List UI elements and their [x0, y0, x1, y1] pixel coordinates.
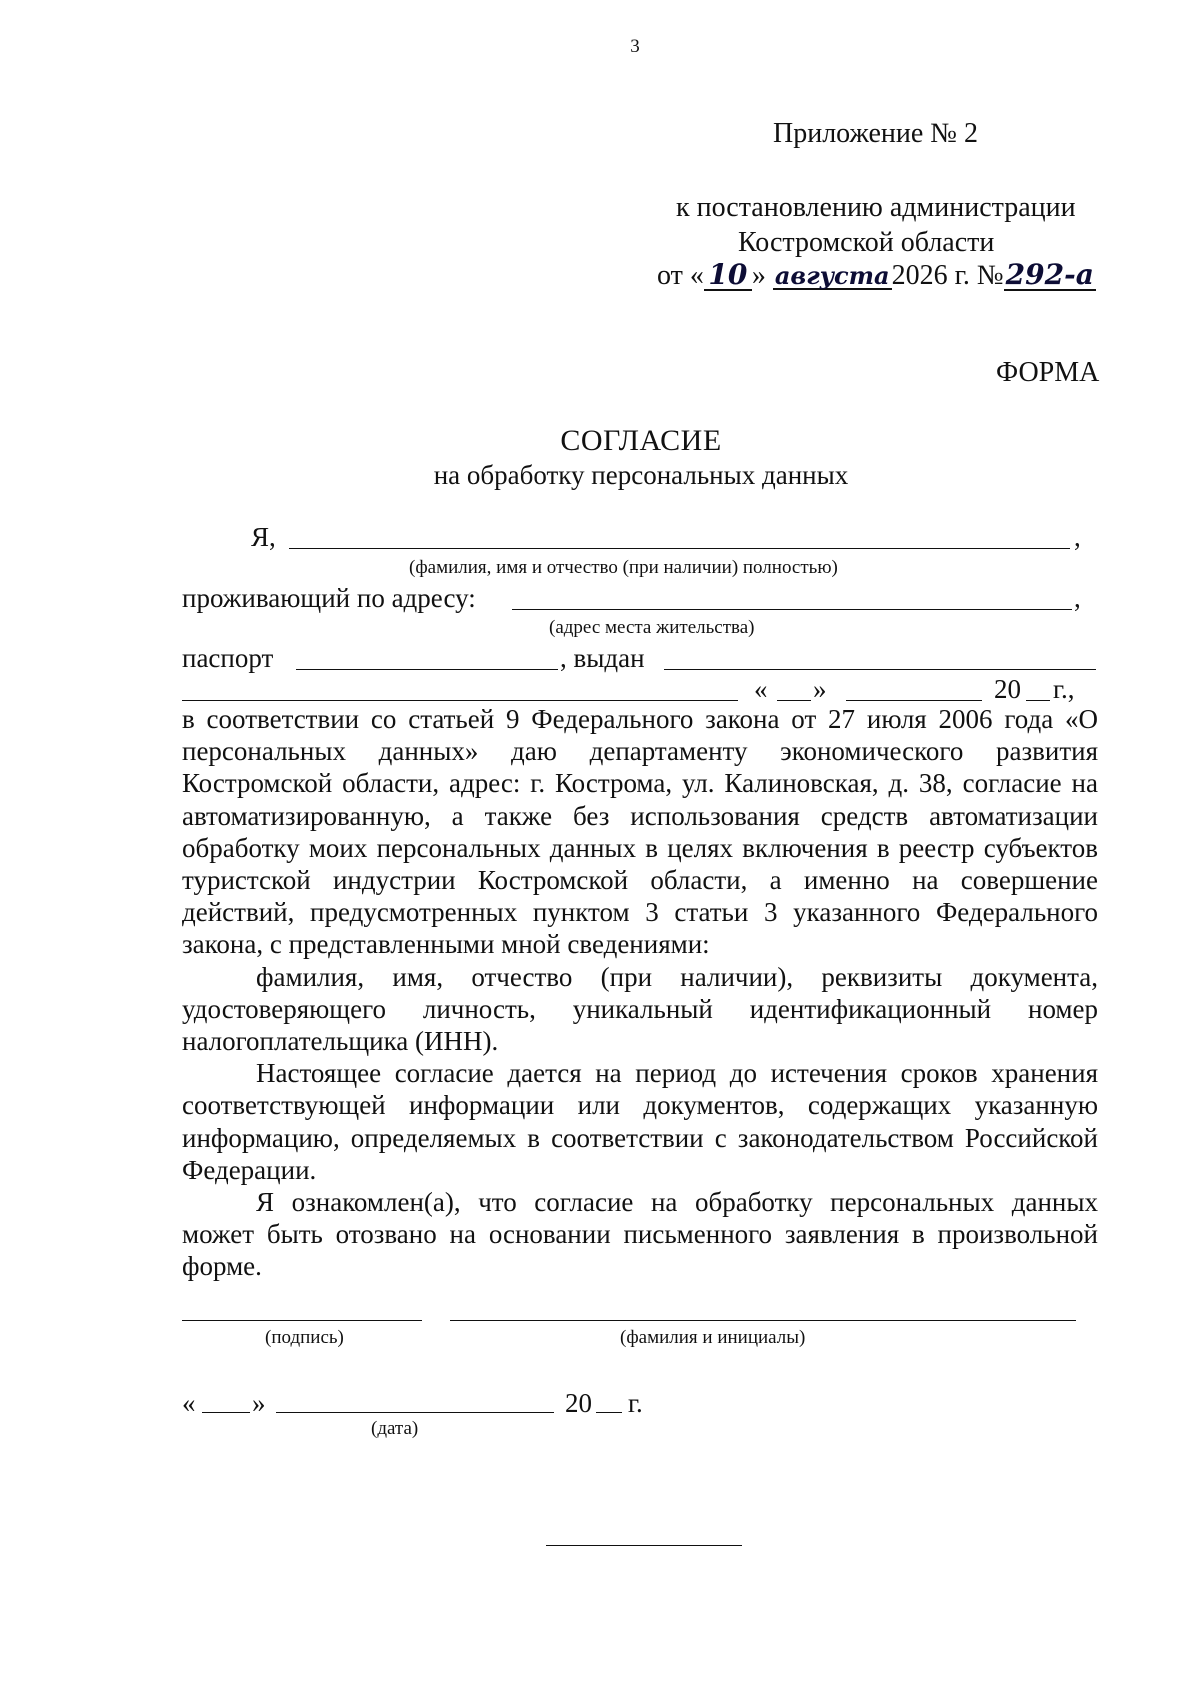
sign-month-line[interactable] — [276, 1412, 554, 1413]
paragraph-revocation: Я ознакомлен(а), что согласие на обработку персональных данных может быть отозвано на основании письменного заявления в произвольной форме. — [182, 1187, 1098, 1282]
handwritten-month: августа — [774, 261, 890, 290]
paragraph-period: Настоящее согласие дается на период до истечения сроков хранения соответствующей информации или документов, содержащих указанную информацию, определяемых в соответствии с законодательством Российской Федерации. — [182, 1058, 1098, 1185]
date-caption: (дата) — [371, 1418, 419, 1439]
resolution-label: к постановлению администрации — [676, 192, 1076, 223]
consent-body — [182, 703, 1098, 1283]
sign-year-line[interactable] — [596, 1412, 622, 1413]
year-suffix: г. — [628, 1388, 643, 1418]
passport-prefix: паспорт — [182, 643, 274, 673]
sign-day-line[interactable] — [202, 1412, 250, 1413]
date-mid: » — [751, 260, 766, 291]
full-name-line[interactable] — [450, 1320, 1076, 1321]
name-prefix: Я, — [251, 522, 276, 552]
quote-close: » — [813, 674, 827, 704]
attachment-label: Приложение № 2 — [773, 118, 978, 149]
signature-caption: (подпись) — [265, 1327, 344, 1348]
document-subtitle: на обработку персональных данных — [433, 460, 849, 490]
year-prefix: 20 — [565, 1388, 592, 1418]
page-number: 3 — [630, 36, 640, 57]
date-year: 2026 г. № — [891, 260, 1004, 291]
paragraph-data-list: фамилия, имя, отчество (при наличии), реквизиты документа, удостоверяющего личность, уникальный идентификационный номер налогоплательщика (ИНН). — [182, 961, 1098, 1057]
name-caption: (фамилия, имя и отчество (при наличии) полностью) — [409, 557, 838, 578]
address-caption: (адрес места жительства) — [549, 617, 755, 638]
issued-by-continuation-line[interactable] — [182, 700, 738, 701]
region-label: Костромской области — [738, 227, 995, 258]
comma: , — [1074, 583, 1081, 613]
issue-month-line[interactable] — [846, 700, 982, 701]
issued-label: , выдан — [560, 643, 645, 673]
address-prefix: проживающий по адресу: — [182, 583, 476, 613]
quote-open: « — [754, 674, 768, 704]
year-prefix: 20 — [994, 674, 1021, 704]
quote-close: » — [252, 1388, 266, 1418]
passport-input-line[interactable] — [296, 669, 558, 670]
comma: , — [1074, 522, 1081, 552]
name-input-line[interactable] — [289, 548, 1070, 549]
year-suffix: г., — [1053, 674, 1075, 704]
issue-day-line[interactable] — [777, 700, 811, 701]
resolution-date-line — [657, 260, 1096, 292]
form-label: ФОРМА — [996, 357, 1100, 388]
issue-year-line[interactable] — [1026, 700, 1050, 701]
signature-line[interactable] — [182, 1320, 422, 1321]
end-divider — [546, 1545, 742, 1546]
quote-open: « — [182, 1388, 196, 1418]
paragraph-consent: в соответствии со статьей 9 Федерального закона от 27 июля 2006 года «О персональных данных» даю департаменту экономического развития Костромской области, адрес: г. Кострома, ул. Калиновская, д. 38, согласие на автоматизированную, а также без использования средств автоматизации обработку моих персональных данных в целях включения в реестр субъектов туристской индустрии Костромской области, а именно на совершение действий, предусмотренных пунктом 3 статьи 3 указанного Федерального закона, с представленными мной сведениями: — [182, 704, 1098, 960]
handwritten-day: 10 — [704, 261, 752, 291]
document-title: СОГЛАСИЕ — [560, 424, 722, 457]
issued-by-input-line[interactable] — [664, 669, 1096, 670]
address-input-line[interactable] — [512, 609, 1072, 610]
handwritten-doc-number: 292-а — [1005, 258, 1094, 291]
full-name-caption: (фамилия и инициалы) — [620, 1327, 806, 1348]
date-prefix: от « — [657, 260, 704, 291]
